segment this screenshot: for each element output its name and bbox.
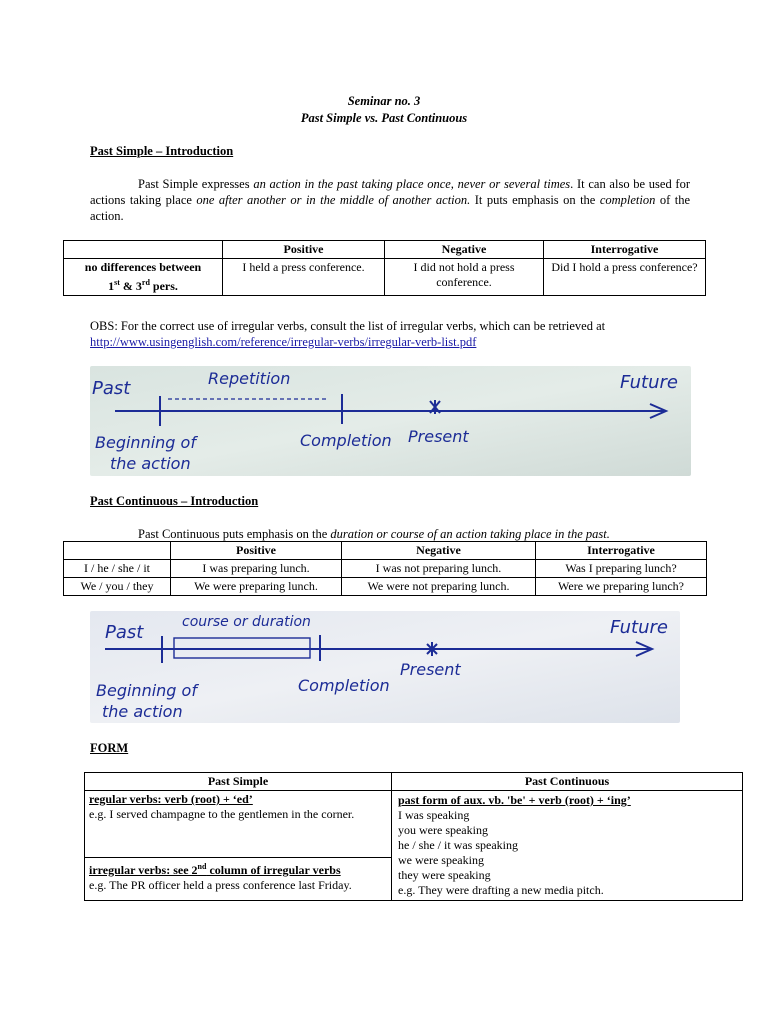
cell-interrogative: Was I preparing lunch?	[536, 560, 707, 578]
cell-positive: I held a press conference.	[223, 259, 385, 296]
past-simple-heading: Past Simple – Introduction	[90, 144, 234, 158]
regular-verbs-head: regular verbs: verb (root) + ‘ed’	[89, 792, 253, 806]
continuous-line: we were speaking	[398, 853, 484, 867]
cell-negative: I did not hold a press conference.	[385, 259, 544, 296]
continuous-line: he / she / it was speaking	[398, 838, 518, 852]
continuous-line: they were speaking	[398, 868, 491, 882]
label-beginning-1: Beginning of	[95, 433, 196, 452]
seminar-title: Seminar no. 3	[347, 94, 421, 108]
past-continuous-form-cell	[392, 791, 743, 901]
obs-note: OBS: For the correct use of irregular verbs, consult the list of irregular verbs, which can be retrieved at	[90, 319, 606, 333]
table-corner	[64, 542, 171, 560]
form-table	[84, 772, 743, 901]
col-positive: Positive	[223, 241, 385, 259]
label-course: course or duration	[182, 614, 311, 630]
past-simple-paragraph: Past Simple expresses an action in the past taking place once, never or several times. It can also be used for actions taking place one after another or in the middle of another action. It puts emphasis on the completion of the action.	[90, 177, 690, 223]
label-past: Past	[92, 378, 131, 399]
cell-positive: We were preparing lunch.	[171, 578, 342, 596]
irregular-verbs-head: irregular verbs: see 2nd column of irregular verbs	[89, 862, 341, 877]
continuous-example: e.g. They were drafting a new media pitch.	[398, 883, 604, 897]
col-positive: Positive	[171, 542, 342, 560]
past-simple-table	[63, 240, 706, 296]
irregular-verbs-example: e.g. The PR officer held a press conference last Friday.	[89, 878, 352, 892]
cell-interrogative: Were we preparing lunch?	[536, 578, 707, 596]
cell-negative: We were not preparing lunch.	[342, 578, 536, 596]
form-heading: FORM	[90, 741, 129, 755]
cell-negative: I was not preparing lunch.	[342, 560, 536, 578]
cell-interrogative: Did I hold a press conference?	[544, 259, 706, 296]
row-label: I / he / she / it	[64, 560, 171, 578]
continuous-line: you were speaking	[398, 823, 488, 837]
col-interrogative: Interrogative	[544, 241, 706, 259]
label-present: Present	[400, 660, 461, 679]
row-label: no differences between 1st & 3rd pers.	[64, 259, 223, 296]
col-negative: Negative	[342, 542, 536, 560]
row-label: We / you / they	[64, 578, 171, 596]
irregular-verbs-block	[85, 858, 391, 894]
label-completion: Completion	[298, 676, 390, 695]
past-continuous-heading: Past Continuous – Introduction	[90, 494, 259, 508]
col-interrogative: Interrogative	[536, 542, 707, 560]
col-negative: Negative	[385, 241, 544, 259]
irregular-verbs-link[interactable]: http://www.usingenglish.com/reference/irregular-verbs/irregular-verb-list.pdf	[90, 335, 477, 349]
label-beginning-1: Beginning of	[96, 681, 197, 700]
label-beginning-2: the action	[102, 702, 183, 721]
label-completion: Completion	[300, 431, 392, 450]
label-repetition: Repetition	[208, 369, 291, 388]
past-simple-form-cell	[85, 791, 392, 901]
page-subtitle: Past Simple vs. Past Continuous	[300, 111, 468, 125]
past-continuous-paragraph: Past Continuous puts emphasis on the duration or course of an action taking place in the past.	[138, 527, 610, 541]
timeline-photo-past-simple	[90, 366, 691, 476]
col-past-continuous: Past Continuous	[392, 773, 743, 791]
col-past-simple: Past Simple	[85, 773, 392, 791]
past-continuous-table	[63, 541, 707, 596]
label-present: Present	[408, 427, 469, 446]
label-beginning-2: the action	[110, 454, 191, 473]
label-future: Future	[610, 617, 668, 638]
continuous-form-head: past form of aux. vb. 'be' + verb (root) + ‘ing’	[398, 793, 631, 807]
timeline-photo-past-continuous	[90, 611, 680, 723]
regular-verbs-block	[85, 791, 391, 858]
label-past: Past	[105, 622, 144, 643]
table-corner	[64, 241, 223, 259]
regular-verbs-example: e.g. I served champagne to the gentlemen in the corner.	[89, 807, 355, 821]
cell-positive: I was preparing lunch.	[171, 560, 342, 578]
continuous-line: I was speaking	[398, 808, 470, 822]
label-future: Future	[620, 372, 678, 393]
